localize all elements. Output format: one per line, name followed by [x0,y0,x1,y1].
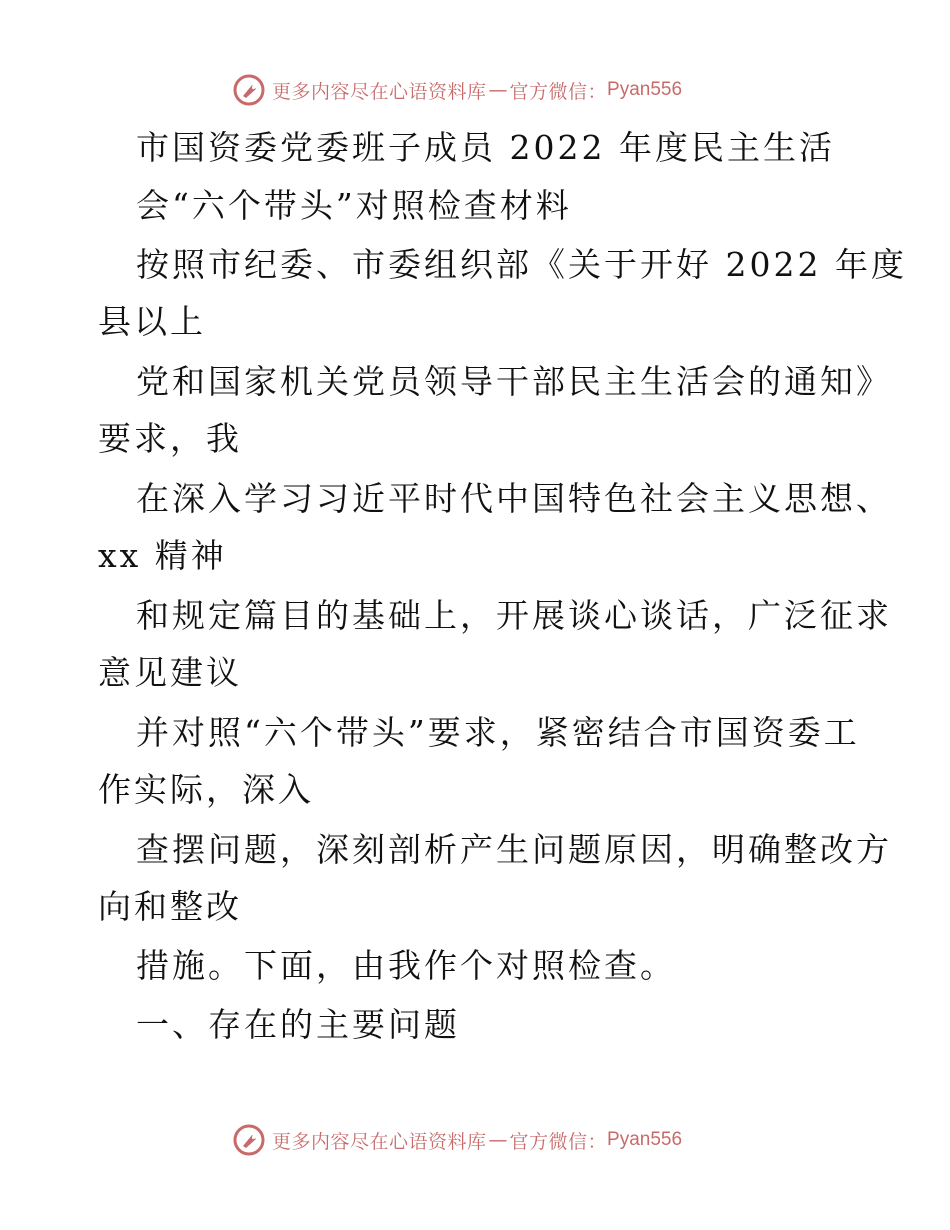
watermark-contact-label: 官方微信： [509,1130,608,1153]
paragraph-line: 查摆问题，深刻剖析产生问题原因，明确整改方 [136,830,892,869]
paragraph-line: 和规定篇目的基础上，开展谈心谈话，广泛征求 [136,596,892,635]
paragraph-line: 在深入学习习近平时代中国特色社会主义思想、 [136,479,892,518]
paragraph-line: 意见建议 [98,653,242,692]
watermark-contact-label: 官方微信： [509,80,608,103]
paragraph-line: 县以上 [98,302,206,341]
footer-watermark [232,1122,682,1158]
section-heading: 一、存在的主要问题 [136,1005,460,1044]
header-watermark [232,72,682,108]
paragraph-line: 要求，我 [98,419,242,458]
paragraph-line: 党和国家机关党员领导干部民主生活会的通知》 [136,362,892,401]
paragraph-line: xx 精神 [98,536,227,575]
pen-nib-seal-icon [232,1123,266,1157]
pen-nib-seal-icon [232,73,266,107]
paragraph-line: 并对照“六个带头”要求，紧密结合市国资委工 [136,713,860,752]
watermark-brand: 更多内容尽在心语资料库 [272,80,487,103]
paragraph-line: 向和整改 [98,887,242,926]
watermark-wechat-id: Pyan556 [607,79,683,100]
document-title-line-2: 会“六个带头”对照检查材料 [136,186,572,225]
document-title-line-1: 市国资委党委班子成员 2022 年度民主生活 [136,128,835,167]
paragraph-line: 措施。下面，由我作个对照检查。 [136,946,676,985]
watermark-wechat-id: Pyan556 [607,1129,683,1150]
paragraph-line: 按照市纪委、市委组织部《关于开好 2022 年度 [136,245,907,284]
watermark-separator: — [488,1129,508,1151]
watermark-separator: — [488,79,508,101]
watermark-brand: 更多内容尽在心语资料库 [272,1130,487,1153]
paragraph-line: 作实际，深入 [98,770,314,809]
